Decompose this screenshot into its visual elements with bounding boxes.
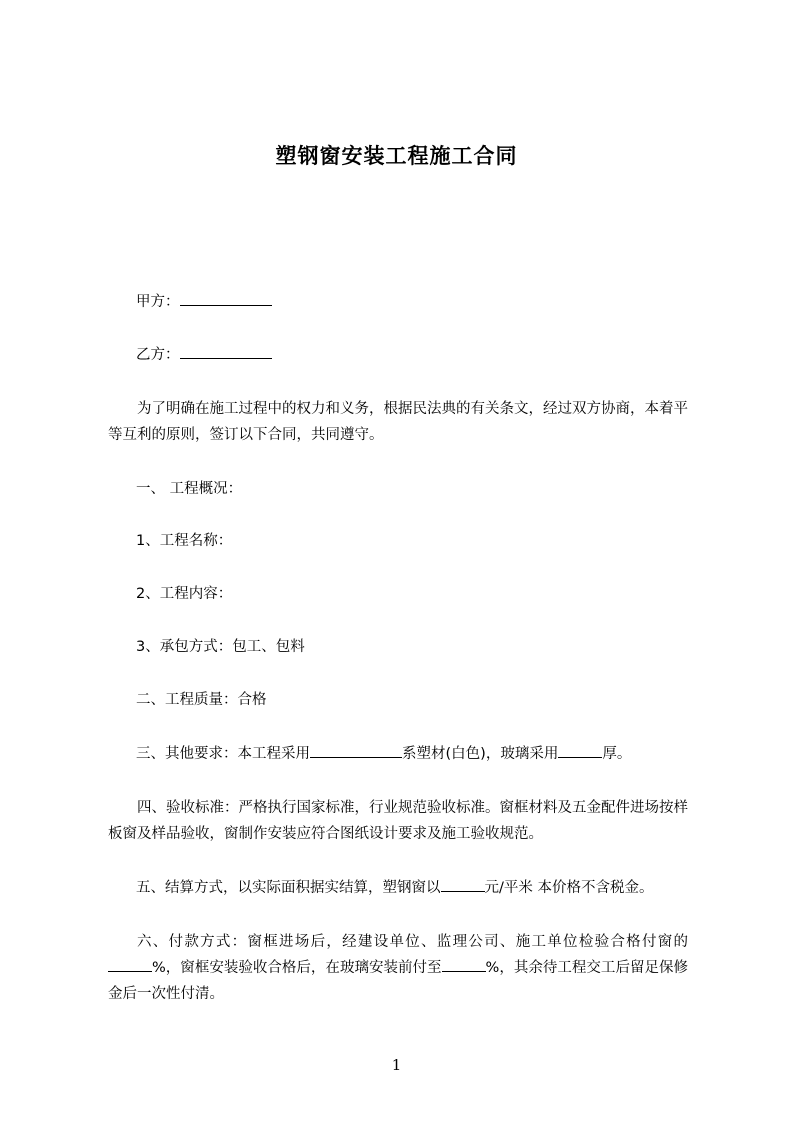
item-2-project-content: 2、工程内容： bbox=[136, 586, 233, 602]
party-a-line bbox=[136, 291, 272, 312]
item-3-contract-method: 3、承包方式：包工、包料 bbox=[136, 639, 305, 655]
contract-title: 塑钢窗安装工程施工合同 bbox=[275, 144, 518, 168]
section-3-middle: 系塑材(白色)，玻璃采用 bbox=[402, 746, 559, 762]
party-a-blank bbox=[180, 291, 272, 306]
section-5-suffix: 元/平米 本价格不含税金。 bbox=[484, 880, 654, 896]
section-2-quality: 二、工程质量：合格 bbox=[136, 692, 267, 708]
section-1-heading: 一、 工程概况： bbox=[136, 481, 243, 497]
section-5-settlement bbox=[136, 877, 654, 898]
section-5-prefix: 五、结算方式，以实际面积据实结算，塑钢窗以 bbox=[136, 880, 441, 896]
preamble-paragraph: 为了明确在施工过程中的权力和义务，根据民法典的有关条文，经过双方协商，本着平等互利的原则，签订以下合同，共同遵守。 bbox=[108, 401, 688, 443]
unit-price-blank bbox=[441, 877, 485, 892]
party-b-line bbox=[136, 344, 272, 365]
section-6-middle: %，窗框安装验收合格后，在玻璃安装前付至 bbox=[152, 960, 442, 976]
party-b-label: 乙方： bbox=[136, 347, 180, 363]
section-3-prefix: 三、其他要求：本工程采用 bbox=[136, 746, 310, 762]
section-3-suffix: 厚。 bbox=[602, 746, 632, 762]
section-4-acceptance: 四、验收标准：严格执行国家标准，行业规范验收标准。窗框材料及五金配件进场按样板窗及样品验收，窗制作安装应符合图纸设计要求及施工验收规范。 bbox=[108, 800, 688, 842]
section-6-prefix: 六、付款方式：窗框进场后，经建设单位、监理公司、施工单位检验合格付窗的 bbox=[137, 934, 688, 950]
item-1-project-name: 1、工程名称： bbox=[136, 533, 233, 549]
section-3-requirements bbox=[136, 743, 631, 764]
profile-material-blank bbox=[310, 743, 402, 758]
page-number: 1 bbox=[391, 1056, 402, 1074]
glass-thickness-blank bbox=[558, 743, 602, 758]
second-payment-percent-blank bbox=[442, 957, 486, 972]
party-a-label: 甲方： bbox=[136, 294, 180, 310]
party-b-blank bbox=[180, 344, 272, 359]
section-6-payment bbox=[108, 929, 688, 1007]
section-6-suffix: %，其余待工程交工后留足保修金后一次性付清。 bbox=[108, 960, 688, 1002]
first-payment-percent-blank bbox=[108, 957, 152, 972]
